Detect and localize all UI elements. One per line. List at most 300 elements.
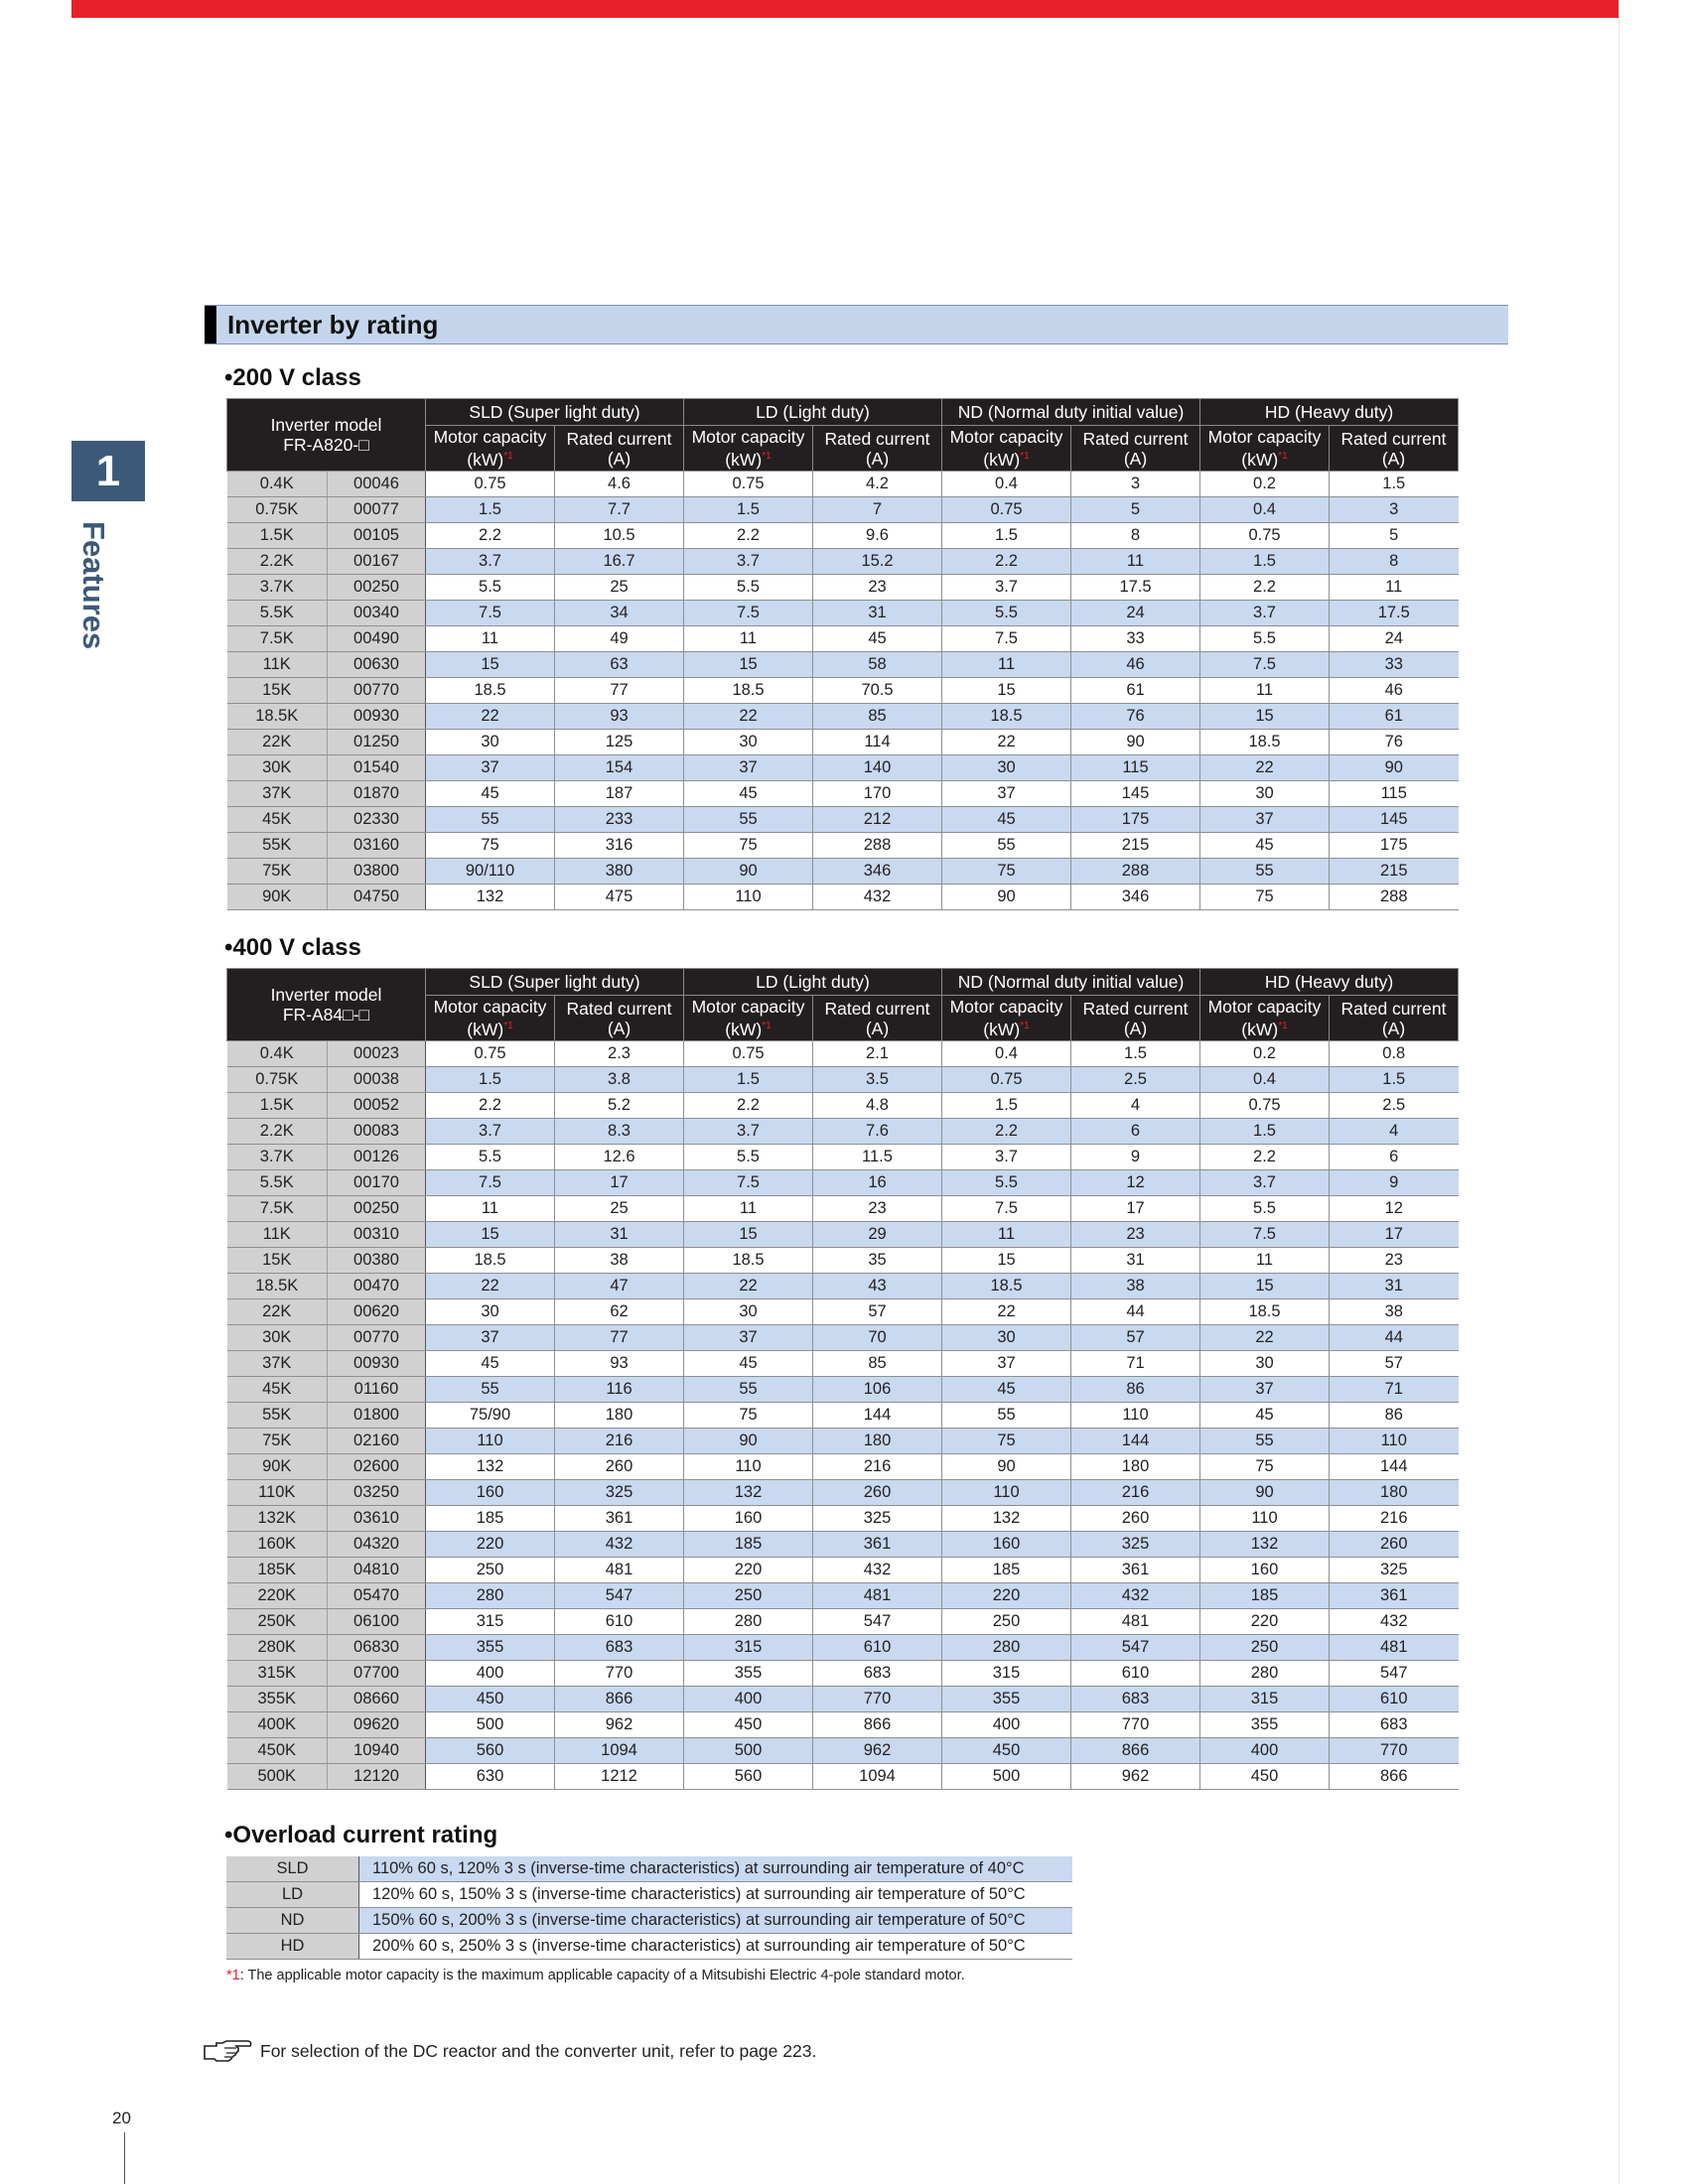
value-cell: 180 [813,1429,942,1454]
value-cell: 361 [555,1506,684,1532]
value-cell: 33 [1330,652,1459,678]
value-cell: 361 [1330,1583,1459,1609]
model-code-cell: 01870 [328,781,426,807]
value-cell: 55 [684,1377,813,1403]
value-cell: 7.5 [942,1196,1071,1222]
page-reference [203,2038,816,2064]
value-cell: 45 [813,626,942,652]
value-cell: 2.1 [813,1041,942,1067]
motor-capacity-unit: (kW) [983,1019,1021,1039]
value-cell: 25 [555,1196,684,1222]
class200-title: •200 V class [224,364,361,391]
table-row [227,1403,1459,1429]
value-cell: 0.75 [426,1041,555,1067]
value-cell: 5.5 [426,1145,555,1170]
value-cell: 22 [942,730,1071,755]
value-cell: 37 [1200,807,1330,833]
table-row [227,1067,1459,1093]
motor-capacity-header [942,996,1071,1041]
table-row [227,781,1459,807]
value-cell: 962 [1071,1764,1200,1790]
value-cell: 75 [942,1429,1071,1454]
value-cell: 325 [1071,1532,1200,1558]
value-cell: 1.5 [1200,549,1330,575]
value-cell: 110 [684,885,813,910]
value-cell: 17 [1071,1196,1200,1222]
model-code-cell: 01540 [328,755,426,781]
value-cell: 45 [1200,1403,1330,1429]
duty-group-header: ND (Normal duty initial value) [942,399,1200,426]
value-cell: 7.7 [555,497,684,523]
value-cell: 3.7 [684,549,813,575]
value-cell: 7.5 [426,1170,555,1196]
value-cell: 1212 [555,1764,684,1790]
value-cell: 45 [942,1377,1071,1403]
value-cell: 2.2 [684,523,813,549]
model-capacity-cell: 2.2K [227,1119,328,1145]
value-cell: 44 [1330,1325,1459,1351]
value-cell: 57 [1330,1351,1459,1377]
inverter-model-header [227,969,426,1041]
value-cell: 325 [1330,1558,1459,1583]
value-cell: 2.2 [684,1093,813,1119]
value-cell: 1.5 [942,523,1071,549]
value-cell: 315 [426,1609,555,1635]
value-cell: 630 [426,1764,555,1790]
value-cell: 1.5 [426,497,555,523]
value-cell: 11 [942,652,1071,678]
duty-group-header: LD (Light duty) [684,969,942,996]
value-cell: 31 [813,601,942,626]
model-capacity-cell: 1.5K [227,523,328,549]
table-row [227,472,1459,497]
motor-capacity-unit: (kW) [467,449,504,470]
value-cell: 34 [555,601,684,626]
value-cell: 260 [813,1480,942,1506]
model-capacity-cell: 7.5K [227,1196,328,1222]
rated-current-header [1330,426,1459,472]
model-code-cell: 04750 [328,885,426,910]
model-capacity-cell: 3.7K [227,575,328,601]
value-cell: 22 [1200,1325,1330,1351]
value-cell: 432 [813,1558,942,1583]
table-row [227,833,1459,859]
value-cell: 90 [1200,1480,1330,1506]
value-cell: 75 [1200,885,1330,910]
motor-capacity-unit-line [426,1017,554,1039]
value-cell: 144 [813,1403,942,1429]
value-cell: 2.2 [1200,575,1330,601]
value-cell: 160 [426,1480,555,1506]
model-capacity-cell: 55K [227,833,328,859]
value-cell: 866 [1071,1738,1200,1764]
value-cell: 0.75 [1200,523,1330,549]
top-red-bar [71,0,1618,18]
duty-group-header: HD (Heavy duty) [1200,969,1459,996]
table-row [227,1635,1459,1661]
model-header-line: FR-A820-□ [283,435,369,455]
rated-current-unit: (A) [1381,448,1406,469]
model-capacity-cell: 37K [227,781,328,807]
model-capacity-cell: 30K [227,755,328,781]
value-cell: 77 [555,1325,684,1351]
value-cell: 11 [684,1196,813,1222]
value-cell: 30 [426,1299,555,1325]
value-cell: 37 [426,755,555,781]
value-cell: 75 [942,859,1071,885]
model-code-cell: 00310 [328,1222,426,1248]
overload-text-cell: 200% 60 s, 250% 3 s (inverse-time characteristics) at surrounding air temperature of 50°C [359,1934,1073,1960]
model-capacity-cell: 315K [227,1661,328,1687]
value-cell: 500 [942,1764,1071,1790]
rated-current-label: Rated current [1340,998,1447,1019]
value-cell: 22 [942,1299,1071,1325]
value-cell: 18.5 [684,678,813,704]
value-cell: 15 [684,1222,813,1248]
value-cell: 0.75 [684,472,813,497]
model-capacity-cell: 185K [227,1558,328,1583]
model-capacity-cell: 18.5K [227,704,328,730]
model-code-cell: 00077 [328,497,426,523]
rated-current-header [813,996,942,1041]
value-cell: 560 [426,1738,555,1764]
table-row [227,1274,1459,1299]
value-cell: 212 [813,807,942,833]
value-cell: 93 [555,704,684,730]
rated-current-label: Rated current [1082,998,1189,1019]
value-cell: 47 [555,1274,684,1299]
value-cell: 57 [1071,1325,1200,1351]
value-cell: 29 [813,1222,942,1248]
model-code-cell: 12120 [328,1764,426,1790]
motor-capacity-unit-line [942,1017,1070,1039]
value-cell: 0.4 [1200,497,1330,523]
value-cell: 481 [1071,1609,1200,1635]
model-code-cell: 03800 [328,859,426,885]
value-cell: 4.8 [813,1093,942,1119]
overload-table [226,1856,1072,1960]
motor-capacity-header [942,426,1071,472]
value-cell: 400 [684,1687,813,1712]
table-row [227,1661,1459,1687]
value-cell: 4 [1071,1093,1200,1119]
footnote-text: : The applicable motor capacity is the maximum applicable capacity of a Mitsubishi Electric 4-pole standard motor. [239,1968,965,1983]
value-cell: 38 [1071,1274,1200,1299]
table-row [227,1351,1459,1377]
value-cell: 37 [426,1325,555,1351]
model-capacity-cell: 220K [227,1583,328,1609]
value-cell: 481 [1330,1635,1459,1661]
value-cell: 7.5 [942,626,1071,652]
value-cell: 11 [1200,678,1330,704]
value-cell: 75 [684,833,813,859]
right-page-edge [1618,0,1619,2184]
model-code-cell: 06830 [328,1635,426,1661]
value-cell: 90 [1071,730,1200,755]
model-capacity-cell: 75K [227,1429,328,1454]
overload-title: •Overload current rating [224,1822,498,1848]
value-cell: 610 [813,1635,942,1661]
model-capacity-cell: 55K [227,1403,328,1429]
value-cell: 57 [813,1299,942,1325]
table-row [227,704,1459,730]
model-capacity-cell: 45K [227,807,328,833]
pointing-hand-icon [203,2038,254,2064]
rating-table-200v [226,398,1459,910]
value-cell: 185 [1200,1583,1330,1609]
value-cell: 61 [1330,704,1459,730]
value-cell: 23 [1330,1248,1459,1274]
chapter-number-tab: 1 [71,441,145,501]
value-cell: 55 [426,1377,555,1403]
table-row [227,1248,1459,1274]
value-cell: 260 [1071,1506,1200,1532]
value-cell: 11 [1200,1248,1330,1274]
model-code-cell: 10940 [328,1738,426,1764]
value-cell: 11 [426,1196,555,1222]
value-cell: 866 [1330,1764,1459,1790]
table-row [227,1325,1459,1351]
value-cell: 683 [1071,1687,1200,1712]
value-cell: 15.2 [813,549,942,575]
rated-current-unit: (A) [1381,1018,1406,1038]
value-cell: 18.5 [942,1274,1071,1299]
value-cell: 500 [684,1738,813,1764]
section-heading [205,305,1508,344]
page-number: 20 [112,2109,131,2127]
value-cell: 250 [942,1609,1071,1635]
value-cell: 132 [684,1480,813,1506]
model-code-cell: 00770 [328,678,426,704]
chapter-label: Features [76,521,111,650]
model-code-cell: 01800 [328,1403,426,1429]
table-row [227,497,1459,523]
motor-capacity-label: Motor capacity [949,997,1063,1018]
overload-row [226,1908,1072,1934]
motor-capacity-unit-line [1200,1017,1329,1039]
value-cell: 0.4 [1200,1067,1330,1093]
value-cell: 233 [555,807,684,833]
value-cell: 45 [684,781,813,807]
value-cell: 8 [1071,523,1200,549]
model-capacity-cell: 22K [227,730,328,755]
table-row [227,1196,1459,1222]
motor-capacity-header [1200,996,1330,1041]
motor-capacity-header [426,996,555,1041]
value-cell: 962 [555,1712,684,1738]
rated-current-header [555,996,684,1041]
footnote-ref-mark: *1 [1278,1021,1288,1032]
value-cell: 610 [1330,1687,1459,1712]
value-cell: 7.5 [684,601,813,626]
model-code-cell: 03160 [328,833,426,859]
value-cell: 355 [1200,1712,1330,1738]
model-code-cell: 02600 [328,1454,426,1480]
value-cell: 7 [813,497,942,523]
value-cell: 30 [942,755,1071,781]
value-cell: 280 [426,1583,555,1609]
model-code-cell: 00470 [328,1274,426,1299]
footnote-ref-mark: *1 [1020,451,1030,463]
value-cell: 547 [1330,1661,1459,1687]
model-code-cell: 09620 [328,1712,426,1738]
value-cell: 9 [1071,1145,1200,1170]
value-cell: 11 [426,626,555,652]
value-cell: 46 [1071,652,1200,678]
value-cell: 70.5 [813,678,942,704]
rated-current-label: Rated current [566,428,672,449]
rated-current-label: Rated current [824,998,930,1019]
value-cell: 2.2 [942,1119,1071,1145]
rated-current-header [1330,996,1459,1041]
value-cell: 180 [1071,1454,1200,1480]
value-cell: 361 [1071,1558,1200,1583]
overload-row [226,1856,1072,1882]
value-cell: 90 [942,885,1071,910]
value-cell: 325 [555,1480,684,1506]
model-code-cell: 00023 [328,1041,426,1067]
table-row [227,1532,1459,1558]
value-cell: 23 [1071,1222,1200,1248]
value-cell: 5.5 [1200,626,1330,652]
model-code-cell: 00380 [328,1248,426,1274]
value-cell: 1.5 [684,1067,813,1093]
model-capacity-cell: 355K [227,1687,328,1712]
value-cell: 325 [813,1506,942,1532]
motor-capacity-unit-line [426,447,554,470]
value-cell: 145 [1330,807,1459,833]
value-cell: 86 [1071,1377,1200,1403]
value-cell: 5.5 [684,1145,813,1170]
value-cell: 22 [1200,755,1330,781]
overload-text-cell: 120% 60 s, 150% 3 s (inverse-time characteristics) at surrounding air temperature of 50°C [359,1882,1073,1908]
duty-group-header: HD (Heavy duty) [1200,399,1459,426]
value-cell: 24 [1330,626,1459,652]
value-cell: 547 [1071,1635,1200,1661]
motor-capacity-unit-line [684,1017,812,1039]
value-cell: 0.4 [942,1041,1071,1067]
value-cell: 45 [1200,833,1330,859]
rated-current-unit: (A) [607,1018,632,1038]
value-cell: 85 [813,704,942,730]
page-number-rule [124,2132,125,2184]
value-cell: 3.7 [426,549,555,575]
value-cell: 12.6 [555,1145,684,1170]
value-cell: 90 [684,1429,813,1454]
model-capacity-cell: 45K [227,1377,328,1403]
value-cell: 3.7 [942,1145,1071,1170]
value-cell: 30 [426,730,555,755]
value-cell: 2.5 [1330,1093,1459,1119]
value-cell: 75 [1200,1454,1330,1480]
model-capacity-cell: 11K [227,1222,328,1248]
table-row [227,1583,1459,1609]
value-cell: 0.2 [1200,1041,1330,1067]
value-cell: 76 [1330,730,1459,755]
value-cell: 55 [684,807,813,833]
footnote-ref-mark: *1 [1278,451,1288,463]
value-cell: 1094 [813,1764,942,1790]
model-code-cell: 08660 [328,1687,426,1712]
motor-capacity-header [684,996,813,1041]
value-cell: 346 [813,859,942,885]
model-capacity-cell: 90K [227,885,328,910]
model-code-cell: 00167 [328,549,426,575]
value-cell: 770 [813,1687,942,1712]
table-row [227,1712,1459,1738]
value-cell: 45 [684,1351,813,1377]
value-cell: 15 [942,1248,1071,1274]
model-capacity-cell: 110K [227,1480,328,1506]
value-cell: 9.6 [813,523,942,549]
value-cell: 0.2 [1200,472,1330,497]
model-code-cell: 00052 [328,1093,426,1119]
value-cell: 175 [1330,833,1459,859]
model-capacity-cell: 11K [227,652,328,678]
value-cell: 110 [684,1454,813,1480]
value-cell: 106 [813,1377,942,1403]
table-row [227,807,1459,833]
value-cell: 55 [426,807,555,833]
value-cell: 250 [1200,1635,1330,1661]
value-cell: 215 [1071,833,1200,859]
value-cell: 140 [813,755,942,781]
value-cell: 15 [426,1222,555,1248]
value-cell: 170 [813,781,942,807]
table-row [227,859,1459,885]
value-cell: 560 [684,1764,813,1790]
value-cell: 15 [942,678,1071,704]
motor-capacity-label: Motor capacity [949,427,1063,448]
value-cell: 3.7 [426,1119,555,1145]
model-header-line: Inverter model [270,985,382,1005]
value-cell: 33 [1071,626,1200,652]
value-cell: 1.5 [1330,472,1459,497]
value-cell: 7.5 [684,1170,813,1196]
model-header-line: FR-A84□-□ [282,1005,370,1024]
value-cell: 144 [1071,1429,1200,1454]
value-cell: 315 [1200,1687,1330,1712]
value-cell: 0.8 [1330,1041,1459,1067]
value-cell: 55 [942,833,1071,859]
rated-current-label: Rated current [1082,428,1189,449]
value-cell: 132 [426,1454,555,1480]
motor-capacity-label: Motor capacity [433,427,547,448]
model-code-cell: 00340 [328,601,426,626]
value-cell: 110 [942,1480,1071,1506]
value-cell: 17 [555,1170,684,1196]
value-cell: 18.5 [684,1248,813,1274]
overload-duty-cell: ND [226,1908,359,1934]
value-cell: 8.3 [555,1119,684,1145]
value-cell: 400 [942,1712,1071,1738]
value-cell: 17 [1330,1222,1459,1248]
value-cell: 2.2 [426,1093,555,1119]
model-code-cell: 04320 [328,1532,426,1558]
value-cell: 432 [1330,1609,1459,1635]
table-row [227,601,1459,626]
value-cell: 85 [813,1351,942,1377]
value-cell: 280 [1200,1661,1330,1687]
value-cell: 346 [1071,885,1200,910]
value-cell: 683 [813,1661,942,1687]
value-cell: 216 [813,1454,942,1480]
value-cell: 4.2 [813,472,942,497]
model-header-line: Inverter model [270,415,382,435]
value-cell: 0.75 [1200,1093,1330,1119]
table-row [227,730,1459,755]
model-capacity-cell: 3.7K [227,1145,328,1170]
